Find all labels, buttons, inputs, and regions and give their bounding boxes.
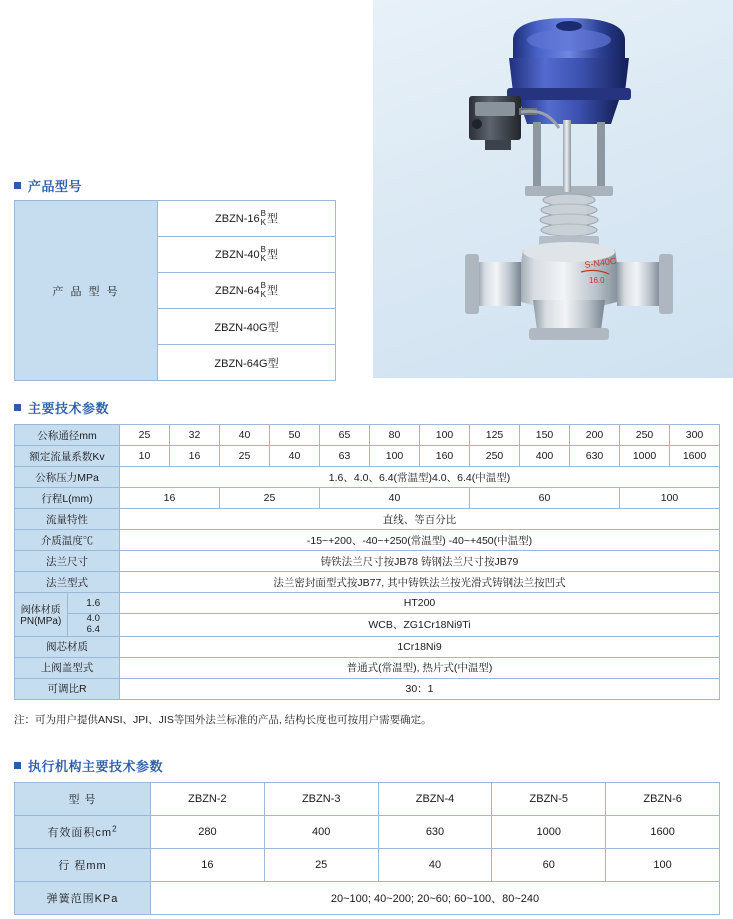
column-header: 型 号: [15, 783, 151, 816]
table-cell: 16: [120, 488, 220, 509]
table-cell: 100: [606, 849, 720, 882]
model-sub: K: [260, 289, 266, 299]
table-row: [15, 551, 720, 572]
table-row: [15, 614, 720, 637]
model-sub: K: [260, 217, 266, 227]
table-row: [15, 816, 720, 849]
table-row: [15, 201, 336, 237]
table-cell: 400: [264, 816, 378, 849]
table-cell: -15~+200、-40~+250(常温型) -40~+450(中温型): [120, 530, 720, 551]
row-header: 法兰型式: [15, 572, 120, 593]
section-title: 产品型号: [28, 179, 83, 194]
body-material-label-line1: 阀体材质: [20, 605, 61, 617]
table-cell: 250: [470, 446, 520, 467]
model-prefix: ZBZN-40: [215, 248, 260, 261]
section-title: 主要技术参数: [28, 401, 110, 416]
table-cell: 25: [264, 849, 378, 882]
table-cell: 400: [520, 446, 570, 467]
table-cell: 100: [620, 488, 720, 509]
column-header: ZBZN-6: [606, 783, 720, 816]
table-cell: 1600: [606, 816, 720, 849]
row-header: 公称压力MPa: [15, 467, 120, 488]
table-cell: 25: [220, 446, 270, 467]
pn-value: 4.0 6.4: [67, 614, 120, 637]
table-cell: 60: [470, 488, 620, 509]
table-cell: 1000: [620, 446, 670, 467]
table-cell: 20~100; 40~200; 20~60; 60~100、80~240: [151, 882, 720, 915]
row-header: 流量特性: [15, 509, 120, 530]
section-heading-main-params: [14, 398, 109, 417]
section-heading-actuator-params: [14, 756, 163, 775]
table-row: [15, 593, 720, 614]
row-header-sup: 2: [112, 824, 118, 834]
table-row: [15, 446, 720, 467]
table-cell: 300: [670, 425, 720, 446]
table-cell: 160: [420, 446, 470, 467]
main-parameters-table: [14, 424, 720, 700]
table-cell: 16: [151, 849, 265, 882]
row-header: 阀芯材质: [15, 636, 120, 657]
table-cell: 250: [620, 425, 670, 446]
row-header: 额定流量系数Kv: [15, 446, 120, 467]
model-row-label: 产 品 型 号: [15, 201, 158, 381]
actuator-parameters-table: [14, 782, 720, 915]
row-header: [15, 816, 151, 849]
svg-text:S-N40C: S-N40C: [583, 255, 617, 270]
table-cell: 1Cr18Ni9: [120, 636, 720, 657]
product-photo: [373, 0, 733, 378]
row-header: 行程L(mm): [15, 488, 120, 509]
table-cell: 法兰密封面型式按JB77, 其中铸铁法兰按光滑式铸钢法兰按凹式: [120, 572, 720, 593]
model-sup: B: [260, 281, 266, 291]
table-cell: 280: [151, 816, 265, 849]
table-row: [15, 636, 720, 657]
table-row: [15, 882, 720, 915]
table-row: [15, 657, 720, 678]
table-cell: 100: [420, 425, 470, 446]
table-cell: 65: [320, 425, 370, 446]
row-header: 可调比R: [15, 678, 120, 699]
column-header: ZBZN-5: [492, 783, 606, 816]
model-prefix: ZBZN-64: [215, 284, 260, 297]
model-prefix: ZBZN-16: [215, 212, 260, 225]
table-row: [15, 509, 720, 530]
model-cell: [158, 201, 336, 237]
table-cell: 30：1: [120, 678, 720, 699]
column-header: ZBZN-2: [151, 783, 265, 816]
table-row: [15, 488, 720, 509]
table-cell: 10: [120, 446, 170, 467]
section-heading-product-model: [14, 176, 82, 195]
table-cell: 630: [378, 816, 492, 849]
model-cell: [158, 237, 336, 273]
model-sup: B: [260, 245, 266, 255]
table-cell: 40: [320, 488, 470, 509]
model-sub: K: [260, 253, 266, 263]
svg-text:16.0: 16.0: [589, 276, 605, 285]
table-cell: 直线、等百分比: [120, 509, 720, 530]
table-cell: 40: [270, 446, 320, 467]
row-header-body-material: [15, 593, 68, 637]
pn-value: 1.6: [67, 593, 120, 614]
table-cell: 40: [220, 425, 270, 446]
table-cell: 25: [220, 488, 320, 509]
column-header: ZBZN-3: [264, 783, 378, 816]
table-cell: 普通式(常温型), 热片式(中温型): [120, 657, 720, 678]
bullet-square-icon: [14, 182, 21, 189]
table-header-row: [15, 783, 720, 816]
row-header: 公称通径mm: [15, 425, 120, 446]
table-cell: WCB、ZG1Cr18Ni9Ti: [120, 614, 720, 637]
model-cell: ZBZN-64G型: [158, 345, 336, 381]
model-cell: ZBZN-40G型: [158, 309, 336, 345]
table-row: [15, 467, 720, 488]
row-header: 弹簧范围KPa: [15, 882, 151, 915]
table-cell: 200: [570, 425, 620, 446]
valve-illustration: [373, 0, 733, 378]
table-row: [15, 530, 720, 551]
table-cell: 630: [570, 446, 620, 467]
table-row: [15, 572, 720, 593]
table-cell: 1.6、4.0、6.4(常温型)4.0、6.4(中温型): [120, 467, 720, 488]
model-suffix: 型: [266, 284, 278, 297]
row-header: 上阀盖型式: [15, 657, 120, 678]
table-cell: 1000: [492, 816, 606, 849]
table-note: 注：可为用户提供ANSI、JPI、JIS等国外法兰标准的产品, 结构长度也可按用户需要确定。: [14, 714, 432, 726]
row-header-label: 有效面积cm: [47, 827, 113, 839]
model-suffix: 型: [266, 212, 278, 225]
table-row: [15, 678, 720, 699]
bullet-square-icon: [14, 762, 21, 769]
row-header: 行 程mm: [15, 849, 151, 882]
product-model-table: [14, 200, 336, 381]
section-title: 执行机构主要技术参数: [28, 759, 164, 774]
table-cell: 铸铁法兰尺寸按JB78 铸钢法兰尺寸按JB79: [120, 551, 720, 572]
bullet-square-icon: [14, 404, 21, 411]
table-cell: 1600: [670, 446, 720, 467]
table-cell: 16: [170, 446, 220, 467]
table-cell: 150: [520, 425, 570, 446]
table-cell: 80: [370, 425, 420, 446]
table-cell: 63: [320, 446, 370, 467]
table-cell: 125: [470, 425, 520, 446]
body-material-label-line2: PN(MPa): [20, 616, 62, 628]
table-cell: HT200: [120, 593, 720, 614]
row-header: 法兰尺寸: [15, 551, 120, 572]
table-cell: 100: [370, 446, 420, 467]
table-cell: 50: [270, 425, 320, 446]
table-cell: 32: [170, 425, 220, 446]
column-header: ZBZN-4: [378, 783, 492, 816]
table-cell: 25: [120, 425, 170, 446]
table-cell: 60: [492, 849, 606, 882]
table-cell: 40: [378, 849, 492, 882]
table-row: [15, 425, 720, 446]
model-cell: [158, 273, 336, 309]
model-suffix: 型: [266, 248, 278, 261]
model-sup: B: [260, 209, 266, 219]
row-header: 介质温度℃: [15, 530, 120, 551]
table-row: [15, 849, 720, 882]
